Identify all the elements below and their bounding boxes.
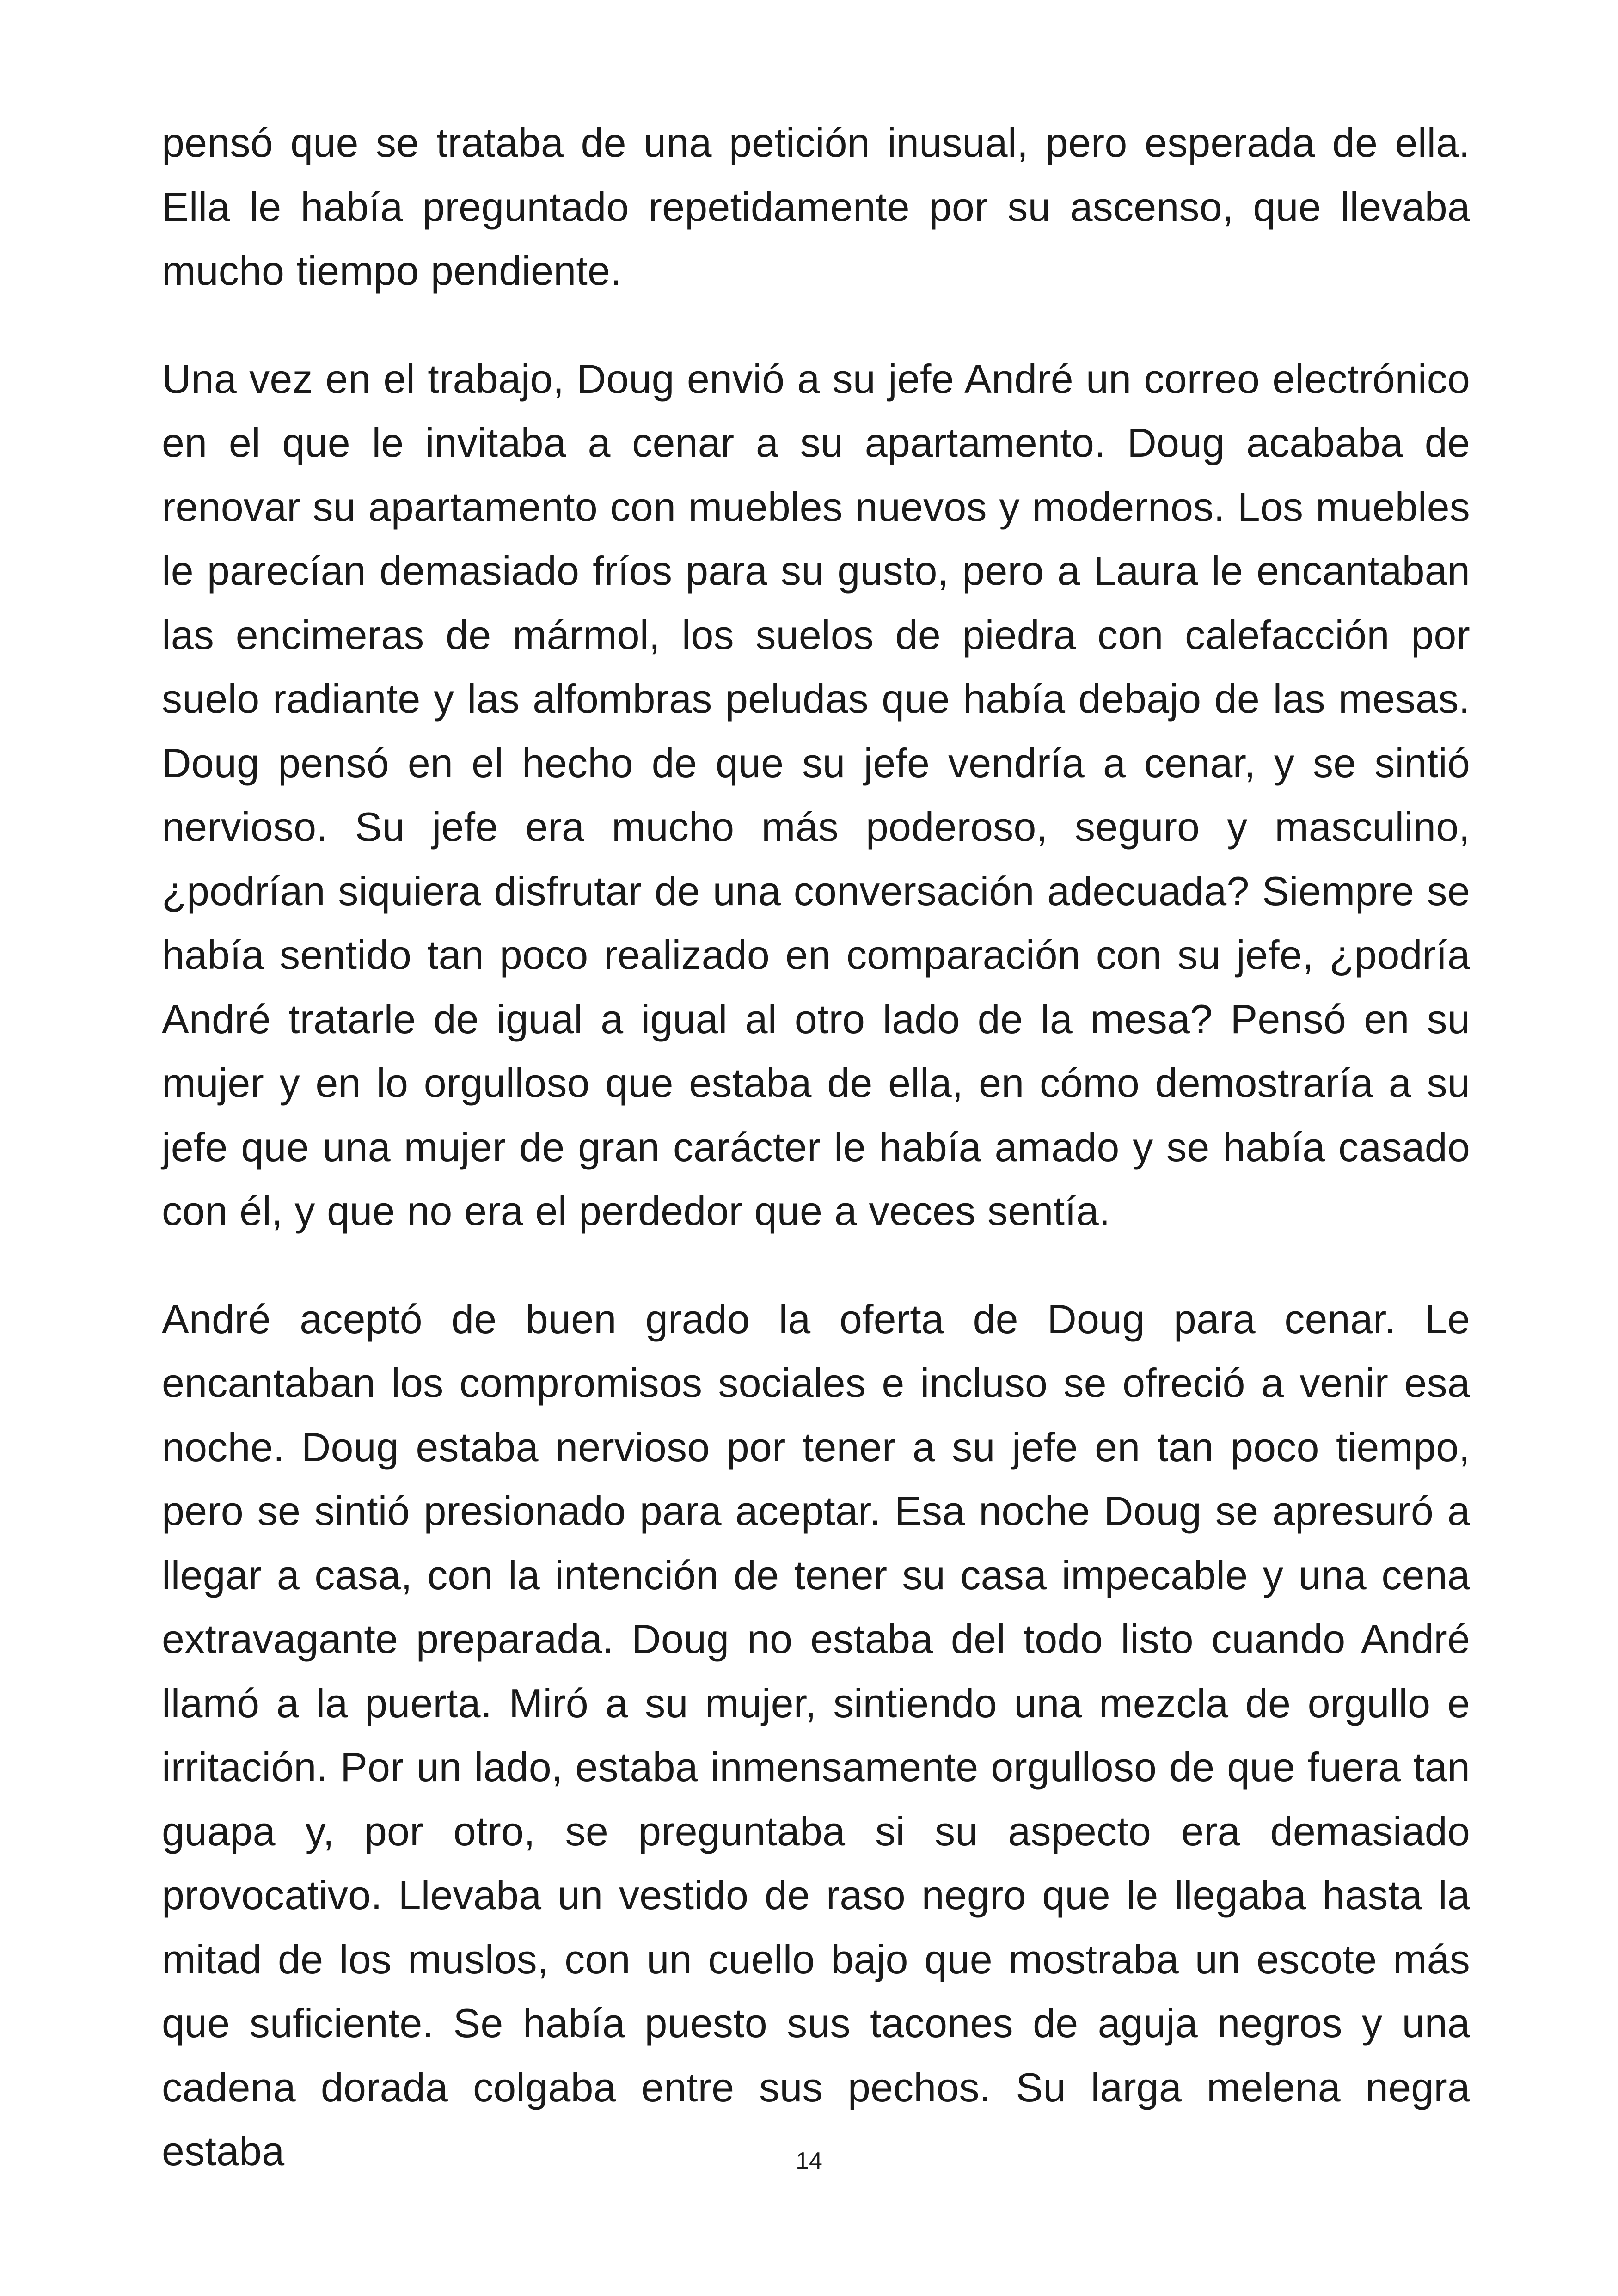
document-body: [162, 111, 1470, 2228]
page-number: 14: [796, 2148, 822, 2174]
paragraph-1: pensó que se trataba de una petición inusual, pero esperada de ella. Ella le había preguntado repetidamente por su ascenso, que llevaba mucho tiempo pendiente.: [162, 120, 1470, 294]
paragraph-3: André aceptó de buen grado la oferta de Doug para cenar. Le encantaban los compromisos sociales e incluso se ofreció a venir esa noche. Doug estaba nervioso por tener a su jefe en tan poco tiempo, pero se sintió presionado para aceptar. Esa noche Doug se apresuró a llegar a casa, con la intención de tener su casa impecable y una cena extravagante preparada. Doug no estaba del todo listo cuando André llamó a la puerta. Miró a su mujer, sintiendo una mezcla de orgullo e irritación. Por un lado, estaba inmensamente orgulloso de que fuera tan guapa y, por otro, se preguntaba si su aspecto era demasiado provocativo. Llevaba un vestido de raso negro que le llegaba hasta la mitad de los muslos, con un cuello bajo que mostraba un escote más que suficiente. Se había puesto sus tacones de aguja negros y una cadena dorada colgaba entre sus pechos. Su larga melena negra estaba: [162, 1296, 1470, 2174]
paragraph-2: Una vez en el trabajo, Doug envió a su jefe André un correo electrónico en el que le invitaba a cenar a su apartamento. Doug acababa de renovar su apartamento con muebles nuevos y modernos. Los muebles le parecían demasiado fríos para su gusto, pero a Laura le encantaban las encimeras de mármol, los suelos de piedra con calefacción por suelo radiante y las alfombras peludas que había debajo de las mesas. Doug pensó en el hecho de que su jefe vendría a cenar, y se sintió nervioso. Su jefe era mucho más poderoso, seguro y masculino, ¿podrían siquiera disfrutar de una conversación adecuada? Siempre se había sentido tan poco realizado en comparación con su jefe, ¿podría André tratarle de igual a igual al otro lado de la mesa? Pensó en su mujer y en lo orgulloso que estaba de ella, en cómo demostraría a su jefe que una mujer de gran carácter le había amado y se había casado con él, y que no era el perdedor que a veces sentía.: [162, 355, 1470, 1234]
